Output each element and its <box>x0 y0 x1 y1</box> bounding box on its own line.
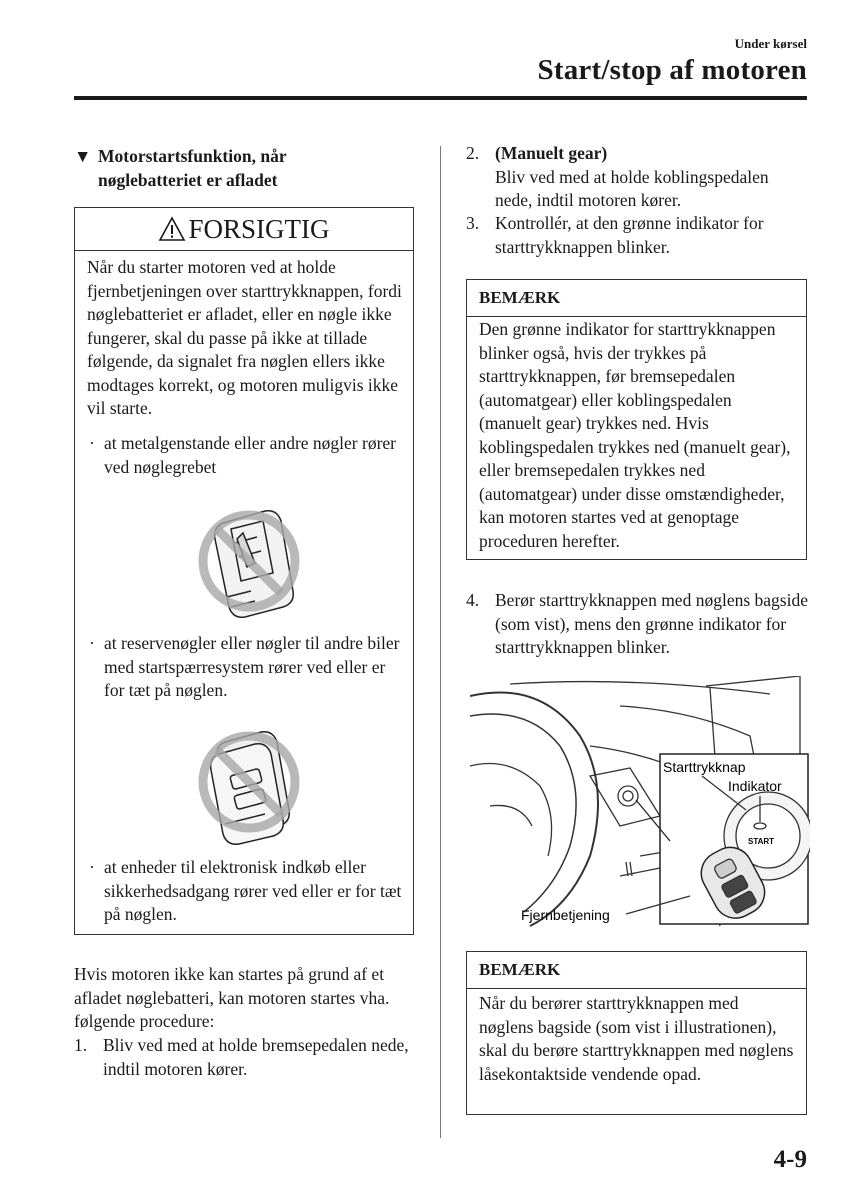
starttrykknap-label: Starttrykknap <box>663 759 746 775</box>
warning-triangle-icon <box>158 216 186 242</box>
warning-bullet: · at reservenøgler eller nøgler til andre biler med startspærresystem rører ved eller er for tæt på nøglen. <box>89 633 400 700</box>
fjernbetjening-label: Fjernbetjening <box>521 907 610 923</box>
procedure-intro: Hvis motoren ikke kan startes på grund af et afladet nøglebatteri, kan motoren startes vha. følgende procedure: <box>74 964 390 1031</box>
note-title: BEMÆRK <box>467 280 806 317</box>
page-number: 4-9 <box>773 1146 807 1173</box>
step-2: 2. (Manuelt gear) Bliv ved med at holde koblingspedalen nede, indtil motoren kører. <box>466 143 769 210</box>
page-title: Start/stop af motoren <box>537 54 807 86</box>
section-label: Under kørsel <box>734 36 807 51</box>
key-with-metal-object-illustration <box>195 503 305 625</box>
indikator-label: Indikator <box>728 778 782 794</box>
step-4: 4. Berør starttrykknappen med nøglens bagside (som vist), mens den grønne indikator for starttrykknappen blinker. <box>466 590 808 657</box>
section-heading: ▼ Motorstartsfunktion, når nøglebatteriet er afladet <box>74 146 287 190</box>
column-divider <box>440 146 441 1138</box>
note-text: Når du berører starttrykknappen med nøglens bagside (som vist i illustrationen), skal du berøre starttrykknappen med nøglens låsekontaktside vendende opad. <box>479 993 794 1084</box>
note-title: BEMÆRK <box>467 952 806 989</box>
header-rule <box>74 96 807 100</box>
triangle-marker: ▼ <box>74 146 92 166</box>
note-box-2 <box>466 951 807 1115</box>
two-keys-illustration <box>195 724 305 846</box>
warning-box <box>74 207 414 935</box>
step-3: 3. Kontrollér, at den grønne indikator for starttrykknappen blinker. <box>466 213 764 257</box>
warning-bullet: · at enheder til elektronisk indkøb eller sikkerhedsadgang rører ved eller er for tæt på nøglen. <box>89 857 402 924</box>
step-1: 1. Bliv ved med at holde bremsepedalen nede, indtil motoren kører. <box>74 1035 409 1079</box>
start-label: START <box>748 837 775 846</box>
warning-intro: Når du starter motoren ved at holde fjernbetjeningen over starttrykknappen, fordi nøglebatteriet er afladet, eller en nøgle ikke fungerer, skal du passe på ikke at tillade følgende, da signalet fra nøglen ellers ikke modtages korrekt, og motoren muligvis ikke vil starte. <box>87 257 402 418</box>
note-box-1 <box>466 279 807 560</box>
warning-bullet: · at metalgenstande eller andre nøgler rører ved nøglegrebet <box>89 433 397 477</box>
warning-title: FORSIGTIG <box>75 208 413 251</box>
start-button-figure <box>470 676 810 932</box>
note-text: Den grønne indikator for starttrykknappen blinker også, hvis der trykkes på starttrykknappen, før bremsepedalen (automatgear) eller koblingspedalen (manuelt gear) trykkes ned. Hvis koblingspedalen trykkes ned (manuelt gear), eller bremsepedalen trykkes ned (automatgear) under disse omstændigheder, kan motoren startes ved at genoptage proceduren herefter. <box>479 319 791 551</box>
